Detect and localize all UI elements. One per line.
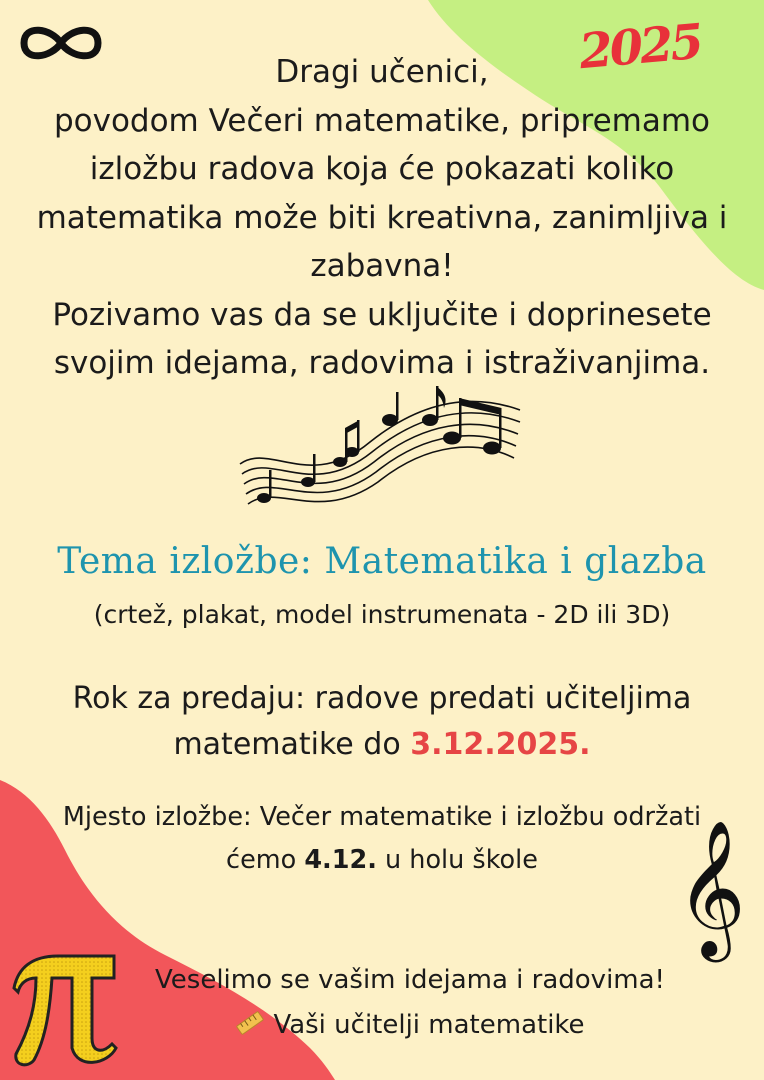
intro-line: svojim idejama, radovima i istraživanjima. xyxy=(53,345,711,381)
intro-text xyxy=(0,48,764,388)
work-types-text: (crtež, plakat, model instrumenata - 2D ili 3D) xyxy=(93,600,671,629)
intro-line: izložbu radova koja će pokazati koliko xyxy=(89,151,675,187)
music-notes-icon xyxy=(230,382,530,527)
place-date: 4.12. xyxy=(304,845,377,875)
intro-line: zabavna! xyxy=(310,248,454,284)
exhibition-theme-heading: Tema izložbe: Matematika i glazba xyxy=(57,541,707,582)
signature-line xyxy=(110,1003,710,1048)
intro-line: matematika može biti kreativna, zanimljiva i xyxy=(36,199,728,236)
deadline-prefix: matematike do xyxy=(173,727,411,762)
place-suffix: u holu škole xyxy=(376,845,538,875)
signature-text: Vaši učitelji matematike xyxy=(273,1010,585,1040)
place-line xyxy=(0,839,764,882)
deadline-line xyxy=(0,722,764,768)
intro-line: povodom Večeri matematike, pripremamo xyxy=(53,102,711,139)
deadline-line: Rok za predaju: radove predati učiteljima xyxy=(72,681,692,716)
treble-clef-icon: 𝄞 xyxy=(676,818,746,956)
place-text xyxy=(0,796,764,882)
deadline-text xyxy=(0,676,764,768)
ruler-icon xyxy=(235,1011,265,1035)
deadline-date: 3.12.2025. xyxy=(410,727,591,762)
closing-line: Veselimo se vašim idejama i radovima! xyxy=(155,965,665,995)
pi-icon xyxy=(8,948,120,1070)
intro-line: Dragi učenici, xyxy=(275,54,489,90)
intro-line: Pozivamo vas da se uključite i doprinesete xyxy=(52,296,712,333)
year-badge: 2025 xyxy=(576,13,704,81)
closing-text xyxy=(110,958,710,1048)
place-prefix: ćemo xyxy=(226,845,305,875)
place-line: Mjesto izložbe: Večer matematike i izložbu održati xyxy=(62,802,702,832)
